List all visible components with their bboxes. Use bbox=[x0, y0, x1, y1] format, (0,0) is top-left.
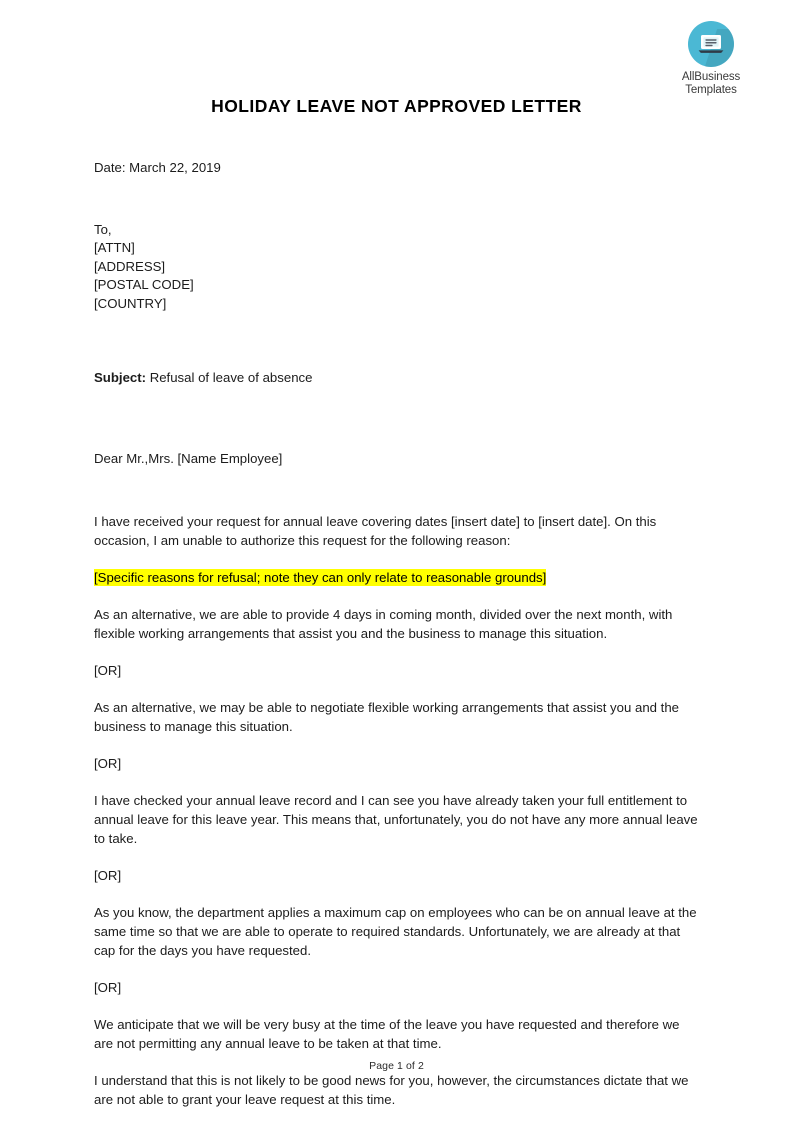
brand-name-line-1: AllBusiness bbox=[681, 71, 741, 83]
alternative-paragraph-2: As an alternative, we may be able to negotiate flexible working arrangements that assist you and the business to manage this situation. bbox=[94, 700, 679, 735]
recipient-to: To, bbox=[94, 222, 112, 237]
recipient-attn: [ATTN] bbox=[94, 240, 135, 256]
brand-name-line-2: Templates bbox=[685, 84, 737, 96]
page-footer: Page 1 of 2 bbox=[369, 1060, 424, 1072]
alternative-paragraph-3: I have checked your annual leave record and I can see you have already taken your full entitlement to annual leave for this leave year. This means that, unfortunately, you do not have any more annual leave to take. bbox=[94, 793, 698, 847]
alternative-paragraph-1: As an alternative, we are able to provide 4 days in coming month, divided over the next month, with flexible working arrangements that assist you and the business to manage this situation. bbox=[94, 607, 673, 642]
subject-label: Subject: bbox=[94, 370, 147, 386]
recipient-address: [ADDRESS] bbox=[94, 258, 166, 274]
or-separator-3: [OR] bbox=[94, 868, 122, 884]
intro-paragraph: I have received your request for annual leave covering dates [insert date] to [insert date]. On this occasion, I am unable to authorize this request for the following reason: bbox=[94, 514, 657, 549]
or-separator-2: [OR] bbox=[94, 756, 122, 772]
recipient-address-block bbox=[94, 221, 698, 313]
or-separator-4: [OR] bbox=[94, 980, 122, 996]
recipient-postal-code: [POSTAL CODE] bbox=[94, 277, 194, 293]
brand-logo bbox=[657, 21, 765, 97]
date-line: Date: March 22, 2019 bbox=[94, 160, 221, 175]
highlighted-placeholder: [Specific reasons for refusal; note they can only relate to reasonable grounds] bbox=[94, 570, 547, 586]
recipient-country: [COUNTRY] bbox=[94, 295, 167, 311]
document-body bbox=[94, 158, 698, 1127]
laptop-icon bbox=[688, 21, 734, 67]
alternative-paragraph-5: We anticipate that we will be very busy at the time of the leave you have requested and therefore we are not permitting any annual leave to be taken at that time. bbox=[94, 1017, 680, 1052]
or-separator-1: [OR] bbox=[94, 663, 122, 679]
highlighted-placeholder-paragraph bbox=[94, 568, 698, 587]
salutation: Dear Mr.,Mrs. [Name Employee] bbox=[94, 451, 283, 467]
alternative-paragraph-4: As you know, the department applies a maximum cap on employees who can be on annual leave at the same time so that we are able to operate to required standards. Unfortunately, we are already at that cap for the days you have requested. bbox=[94, 905, 697, 959]
subject-value: Refusal of leave of absence bbox=[149, 370, 313, 386]
closing-paragraph: I understand that this is not likely to be good news for you, however, the circumstances dictate that we are not able to grant your leave request at this time. bbox=[94, 1073, 689, 1108]
subject-line bbox=[94, 368, 698, 387]
page-title: HOLIDAY LEAVE NOT APPROVED LETTER bbox=[211, 96, 582, 116]
